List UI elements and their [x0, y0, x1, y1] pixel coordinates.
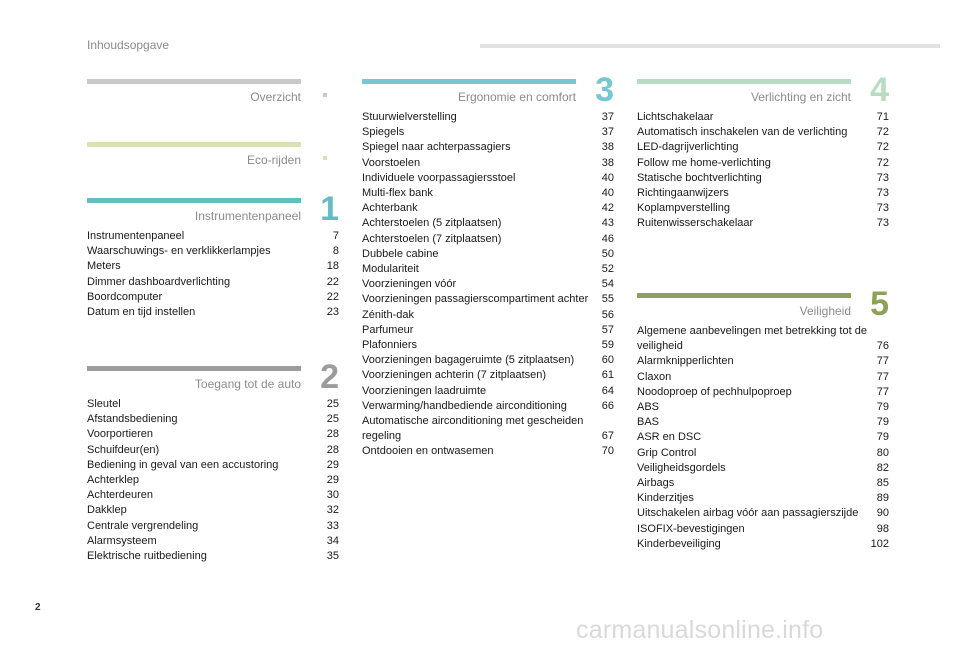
section-title[interactable]: Eco-rijden — [246, 153, 301, 167]
toc-entry[interactable] — [362, 414, 614, 444]
toc-entry[interactable] — [87, 305, 339, 320]
section-title[interactable]: Overzicht — [250, 90, 301, 104]
toc-entry-label: ASR en DSC — [637, 431, 702, 444]
toc-entry-page: 29 — [326, 458, 339, 471]
toc-entry-page: 76 — [876, 340, 889, 353]
toc-entry[interactable] — [362, 110, 614, 125]
toc-entry[interactable] — [87, 427, 339, 442]
toc-entry-page: 8 — [332, 245, 339, 258]
toc-entry-label: Multi-flex bank — [362, 187, 433, 200]
toc-entry[interactable] — [87, 458, 339, 473]
toc-entry-list — [362, 110, 614, 460]
toc-entry-page: 40 — [601, 171, 614, 184]
toc-entry-page: 43 — [601, 217, 614, 230]
toc-entry-page: 64 — [601, 384, 614, 397]
toc-entry[interactable] — [637, 385, 889, 400]
section-number: 1 — [320, 190, 339, 228]
toc-entry-label: Dakklep — [87, 504, 127, 517]
toc-entry-page: 37 — [601, 126, 614, 139]
section-marker-dot — [323, 156, 327, 160]
toc-entry[interactable] — [637, 491, 889, 506]
toc-entry-page: 82 — [876, 461, 889, 474]
toc-entry-page: 80 — [876, 446, 889, 459]
toc-entry-page: 72 — [876, 126, 889, 139]
toc-entry-page: 29 — [326, 474, 339, 487]
toc-entry-page: 57 — [601, 323, 614, 336]
toc-entry-label: Kinderbeveiliging — [637, 537, 721, 550]
toc-entry-label: Achterklep — [87, 474, 139, 487]
toc-entry-page: 72 — [876, 156, 889, 169]
toc-entry-label: Afstandsbediening — [87, 413, 178, 426]
toc-entry[interactable] — [637, 324, 889, 354]
toc-entry-page: 77 — [876, 355, 889, 368]
toc-entry-list — [87, 397, 339, 564]
toc-entry-label: Achterstoelen (7 zitplaatsen) — [362, 232, 502, 245]
toc-entry-page: 23 — [326, 306, 339, 319]
toc-entry[interactable] — [637, 476, 889, 491]
section-color-bar — [87, 366, 301, 371]
toc-entry-label: Individuele voorpassagiersstoel — [362, 171, 516, 184]
toc-entry-page: 73 — [876, 171, 889, 184]
toc-entry-page: 38 — [601, 141, 614, 154]
section-overzicht — [87, 79, 339, 104]
toc-entry[interactable] — [362, 353, 614, 368]
toc-entry-label: Schuifdeur(en) — [87, 443, 160, 456]
watermark-text: carmanualsonline.info — [576, 616, 824, 644]
toc-entry-label: Alarmknipperlichten — [637, 355, 734, 368]
toc-entry-page: 56 — [601, 308, 614, 321]
toc-entry[interactable] — [362, 186, 614, 201]
section-marker-dot — [323, 93, 327, 97]
toc-entry[interactable] — [637, 140, 889, 155]
section-number: 2 — [320, 358, 339, 396]
toc-entry-label: Achterbank — [362, 202, 418, 215]
toc-entry-label: Algemene aanbevelingen met betrekking tot de veiligheid — [637, 325, 867, 353]
toc-entry-list — [637, 324, 889, 552]
toc-entry-page: 33 — [326, 519, 339, 532]
toc-entry-label: Achterdeuren — [87, 489, 154, 502]
toc-entry[interactable] — [362, 444, 614, 459]
section-color-bar — [637, 293, 851, 298]
toc-entry[interactable] — [637, 216, 889, 231]
toc-entry[interactable] — [87, 259, 339, 274]
toc-entry-page: 38 — [601, 156, 614, 169]
toc-entry[interactable] — [637, 110, 889, 125]
toc-entry-label: Voorstoelen — [362, 156, 421, 169]
toc-entry-label: Voorzieningen bagageruimte (5 zitplaatsen) — [362, 354, 575, 367]
toc-entry-label: Automatisch inschakelen van de verlichting — [637, 126, 848, 139]
toc-entry-page: 89 — [876, 492, 889, 505]
toc-entry-page: 73 — [876, 217, 889, 230]
toc-entry-label: Voorzieningen laadruimte — [362, 384, 487, 397]
toc-entry[interactable] — [637, 446, 889, 461]
toc-entry-label: Parfumeur — [362, 323, 414, 336]
toc-entry[interactable] — [637, 125, 889, 140]
toc-entry[interactable] — [362, 201, 614, 216]
toc-entry[interactable] — [637, 186, 889, 201]
toc-entry[interactable] — [87, 229, 339, 244]
toc-entry-label: Dimmer dashboardverlichting — [87, 275, 231, 288]
toc-entry-page: 32 — [326, 504, 339, 517]
section-title[interactable]: Veiligheid — [799, 304, 851, 318]
toc-entry-page: 55 — [601, 293, 614, 306]
toc-entry-page: 34 — [326, 534, 339, 547]
toc-entry-page: 90 — [876, 507, 889, 520]
toc-entry[interactable] — [637, 415, 889, 430]
toc-entry-label: Modulariteit — [362, 263, 419, 276]
toc-entry[interactable] — [637, 370, 889, 385]
section-color-bar — [637, 79, 851, 84]
section-number: 3 — [595, 71, 614, 109]
toc-entry-label: Boordcomputer — [87, 290, 163, 303]
toc-entry-page: 73 — [876, 187, 889, 200]
toc-entry-label: BAS — [637, 416, 660, 429]
toc-entry-label: Voorportieren — [87, 428, 154, 441]
toc-entry[interactable] — [637, 522, 889, 537]
page-header-title: Inhoudsopgave — [87, 38, 170, 52]
toc-entry[interactable] — [362, 277, 614, 292]
toc-entry-label: Elektrische ruitbediening — [87, 550, 207, 563]
toc-entry-page: 25 — [326, 413, 339, 426]
toc-entry-page: 61 — [601, 369, 614, 382]
toc-entry-label: Centrale vergrendeling — [87, 519, 199, 532]
toc-entry[interactable] — [87, 290, 339, 305]
toc-entry[interactable] — [362, 156, 614, 171]
toc-entry[interactable] — [637, 156, 889, 171]
toc-entry[interactable] — [362, 125, 614, 140]
toc-entry-label: Bediening in geval van een accustoring — [87, 458, 279, 471]
toc-entry-label: Zénith-dak — [362, 308, 414, 321]
section-title[interactable]: Toegang tot de auto — [194, 377, 301, 391]
toc-entry-page: 79 — [876, 416, 889, 429]
toc-entry-label: Voorzieningen achterin (7 zitplaatsen) — [362, 369, 547, 382]
toc-entry-page: 85 — [876, 477, 889, 490]
toc-entry[interactable] — [87, 519, 339, 534]
toc-entry-label: Voorzieningen passagierscompartiment achter — [362, 293, 589, 306]
toc-entry[interactable] — [87, 549, 339, 564]
toc-entry-label: Veiligheidsgordels — [637, 461, 726, 474]
toc-entry-label: Sleutel — [87, 398, 121, 410]
section-title[interactable]: Ergonomie en comfort — [457, 90, 576, 104]
toc-entry-page: 50 — [601, 247, 614, 260]
toc-entry[interactable] — [362, 368, 614, 383]
toc-entry-page: 77 — [876, 370, 889, 383]
toc-entry-label: Claxon — [637, 370, 672, 383]
toc-entry-page: 37 — [601, 111, 614, 123]
toc-entry-label: Achterstoelen (5 zitplaatsen) — [362, 217, 502, 230]
toc-entry[interactable] — [362, 308, 614, 323]
toc-entry[interactable] — [87, 275, 339, 290]
toc-entry[interactable] — [87, 503, 339, 518]
toc-entry-label: LED-dagrijverlichting — [637, 141, 739, 154]
toc-entry-page: 77 — [876, 385, 889, 398]
toc-entry-page: 79 — [876, 431, 889, 444]
toc-entry-label: Airbags — [637, 477, 675, 490]
toc-entry-page: 71 — [876, 111, 889, 123]
toc-entry[interactable] — [362, 216, 614, 231]
toc-entry-label: Richtingaanwijzers — [637, 187, 729, 200]
toc-entry-label: Datum en tijd instellen — [87, 306, 196, 319]
toc-entry-page: 7 — [332, 230, 339, 242]
toc-entry-label: ABS — [637, 401, 660, 414]
section-color-bar — [87, 198, 301, 203]
toc-entry-page: 22 — [326, 275, 339, 288]
toc-entry[interactable] — [637, 430, 889, 445]
toc-entry[interactable] — [362, 323, 614, 338]
toc-entry-list — [637, 110, 889, 232]
toc-entry-label: Uitschakelen airbag vóór aan passagierszijde — [637, 507, 859, 520]
toc-entry-page: 18 — [326, 260, 339, 273]
toc-entry-page: 67 — [601, 430, 614, 443]
toc-entry-label: Voorzieningen vóór — [362, 278, 457, 291]
toc-entry-label: Verwarming/handbediende airconditioning — [362, 399, 567, 412]
toc-entry[interactable] — [87, 473, 339, 488]
toc-entry[interactable] — [87, 534, 339, 549]
page-number: 2 — [35, 602, 41, 613]
toc-entry-label: Alarmsysteem — [87, 534, 157, 547]
toc-entry[interactable] — [362, 140, 614, 155]
toc-entry[interactable] — [362, 384, 614, 399]
toc-entry-label: Spiegel naar achterpassagiers — [362, 141, 511, 154]
toc-entry-label: Meters — [87, 260, 121, 273]
toc-entry[interactable] — [87, 488, 339, 503]
toc-entry-page: 73 — [876, 202, 889, 215]
section-number: 4 — [870, 71, 889, 109]
section-title[interactable]: Instrumentenpaneel — [194, 209, 301, 223]
toc-entry-page: 40 — [601, 187, 614, 200]
toc-entry[interactable] — [362, 292, 614, 307]
toc-entry-label: Ontdooien en ontwasemen — [362, 445, 494, 458]
toc-entry[interactable] — [87, 397, 339, 412]
toc-entry-page: 98 — [876, 522, 889, 535]
toc-entry[interactable] — [362, 232, 614, 247]
toc-entry-page: 42 — [601, 202, 614, 215]
toc-entry-label: ISOFIX-bevestigingen — [637, 522, 745, 535]
toc-entry[interactable] — [87, 244, 339, 259]
toc-entry-page: 35 — [326, 550, 339, 563]
toc-entry-list — [87, 229, 339, 320]
toc-entry[interactable] — [362, 262, 614, 277]
toc-entry-label: Stuurwielverstelling — [362, 111, 457, 123]
toc-entry[interactable] — [637, 400, 889, 415]
toc-entry-label: Waarschuwings- en verklikkerlampjes — [87, 245, 271, 258]
toc-entry[interactable] — [87, 443, 339, 458]
toc-entry-label: Ruitenwisserschakelaar — [637, 217, 754, 230]
toc-entry-label: Instrumentenpaneel — [87, 230, 185, 242]
toc-entry[interactable] — [637, 461, 889, 476]
toc-entry-page: 102 — [870, 537, 889, 550]
toc-entry-page: 59 — [601, 339, 614, 352]
toc-entry-label: Follow me home-verlichting — [637, 156, 771, 169]
toc-entry[interactable] — [362, 399, 614, 414]
toc-entry-label: Kinderzitjes — [637, 492, 694, 505]
toc-entry-page: 22 — [326, 290, 339, 303]
toc-entry[interactable] — [362, 338, 614, 353]
toc-entry-label: Plafonniers — [362, 339, 418, 352]
toc-entry-label: Spiegels — [362, 126, 405, 139]
toc-entry[interactable] — [362, 247, 614, 262]
toc-entry-page: 60 — [601, 354, 614, 367]
toc-entry[interactable] — [87, 412, 339, 427]
toc-entry-label: Dubbele cabine — [362, 247, 439, 260]
section-color-bar — [362, 79, 576, 84]
section-color-bar — [87, 79, 301, 84]
toc-entry-page: 28 — [326, 443, 339, 456]
toc-entry-page: 79 — [876, 401, 889, 414]
toc-entry-page: 28 — [326, 428, 339, 441]
toc-entry-label: Statische bochtverlichting — [637, 171, 762, 184]
toc-entry-label: Automatische airconditioning met gescheiden regeling — [362, 415, 584, 443]
toc-entry-label: Lichtschakelaar — [637, 111, 714, 123]
toc-entry[interactable] — [637, 537, 889, 552]
toc-entry-page: 66 — [601, 399, 614, 412]
toc-entry-label: Grip Control — [637, 446, 697, 459]
toc-entry[interactable] — [362, 171, 614, 186]
toc-entry-page: 30 — [326, 489, 339, 502]
toc-entry-page: 72 — [876, 141, 889, 154]
section-color-bar — [87, 142, 301, 147]
toc-entry-label: Noodoproep of pechhulpoproep — [637, 385, 792, 398]
section-number: 5 — [870, 285, 889, 323]
toc-entry-page: 54 — [601, 278, 614, 291]
toc-entry-page: 70 — [601, 445, 614, 458]
toc-entry[interactable] — [637, 354, 889, 369]
toc-entry[interactable] — [637, 171, 889, 186]
toc-entry-page: 46 — [601, 232, 614, 245]
toc-entry[interactable] — [637, 506, 889, 521]
section-title[interactable]: Verlichting en zicht — [750, 90, 851, 104]
toc-entry-page: 25 — [326, 398, 339, 410]
toc-entry-page: 52 — [601, 263, 614, 276]
header-rule — [480, 44, 940, 48]
toc-entry[interactable] — [637, 201, 889, 216]
toc-entry-label: Koplampverstelling — [637, 202, 730, 215]
section-eco-rijden — [87, 142, 339, 167]
